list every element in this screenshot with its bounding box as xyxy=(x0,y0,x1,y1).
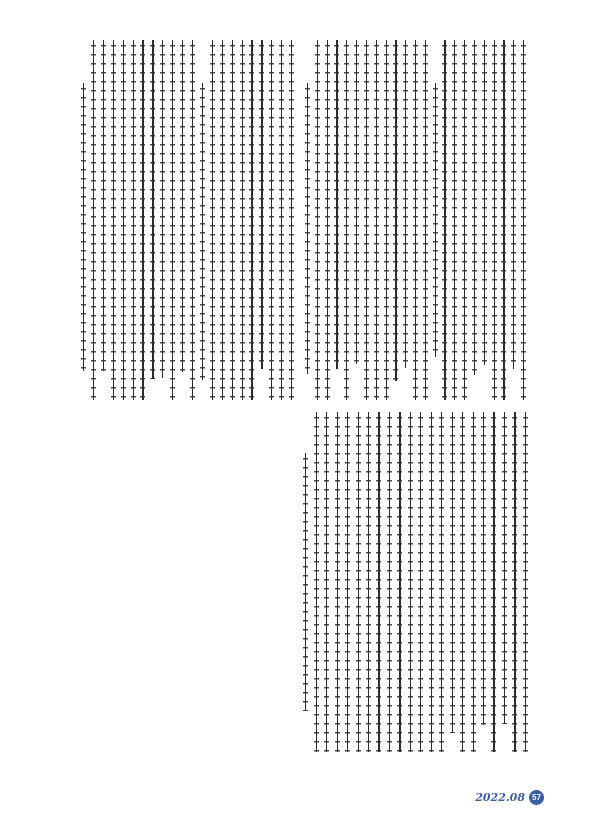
text-line xyxy=(464,40,465,400)
text-line xyxy=(123,40,124,400)
text-line xyxy=(474,40,475,375)
text-line xyxy=(307,83,308,373)
text-line xyxy=(444,40,445,400)
text-line xyxy=(232,40,233,400)
page-footer xyxy=(475,790,544,805)
text-line xyxy=(103,40,104,371)
text-line xyxy=(514,412,515,752)
issue-date: 2022.08 xyxy=(475,791,525,804)
text-line xyxy=(192,40,193,400)
text-block-top-left xyxy=(78,40,296,400)
text-line xyxy=(462,412,463,752)
text-line xyxy=(261,40,262,369)
text-line xyxy=(242,40,243,400)
text-line xyxy=(525,412,526,752)
text-line xyxy=(113,40,114,400)
text-line xyxy=(484,40,485,365)
text-line xyxy=(251,40,252,400)
text-line xyxy=(410,412,411,752)
text-line xyxy=(494,40,495,400)
text-line xyxy=(368,412,369,752)
text-line xyxy=(305,453,306,711)
text-line xyxy=(523,40,524,400)
text-line xyxy=(395,40,396,381)
text-line xyxy=(93,40,94,400)
text-line xyxy=(337,412,338,752)
text-line xyxy=(291,40,292,400)
text-line xyxy=(222,40,223,400)
text-line xyxy=(316,412,317,752)
text-line xyxy=(326,412,327,752)
text-line xyxy=(513,40,514,369)
text-line xyxy=(378,412,379,752)
text-line xyxy=(441,412,442,752)
text-line xyxy=(420,412,421,752)
text-line xyxy=(399,412,400,752)
page-number-badge: 57 xyxy=(529,790,544,805)
text-line xyxy=(212,40,213,400)
text-line xyxy=(473,412,474,752)
text-line xyxy=(452,412,453,733)
text-line xyxy=(346,40,347,400)
text-line xyxy=(431,412,432,752)
text-line xyxy=(454,40,455,400)
text-line xyxy=(172,40,173,400)
text-line xyxy=(336,40,337,369)
text-line xyxy=(386,40,387,400)
text-line xyxy=(281,40,282,400)
text-line xyxy=(503,40,504,400)
text-line xyxy=(317,40,318,400)
text-line xyxy=(83,83,84,371)
text-line xyxy=(152,40,153,379)
text-line xyxy=(182,40,183,372)
text-line xyxy=(435,83,436,357)
text-line xyxy=(389,412,390,752)
text-line xyxy=(415,40,416,400)
text-line xyxy=(493,412,494,752)
text-line xyxy=(202,83,203,380)
text-line xyxy=(356,40,357,364)
text-line xyxy=(405,40,406,368)
text-block-top-right xyxy=(302,40,528,400)
text-line xyxy=(327,40,328,400)
text-line xyxy=(271,40,272,400)
text-line xyxy=(133,40,134,400)
text-block-bottom xyxy=(300,412,530,752)
text-line xyxy=(504,412,505,724)
text-line xyxy=(483,412,484,725)
text-line xyxy=(162,40,163,378)
text-line xyxy=(347,412,348,752)
text-line xyxy=(358,412,359,752)
text-line xyxy=(376,40,377,400)
text-line xyxy=(366,40,367,400)
text-line xyxy=(142,40,143,400)
text-line xyxy=(425,40,426,400)
